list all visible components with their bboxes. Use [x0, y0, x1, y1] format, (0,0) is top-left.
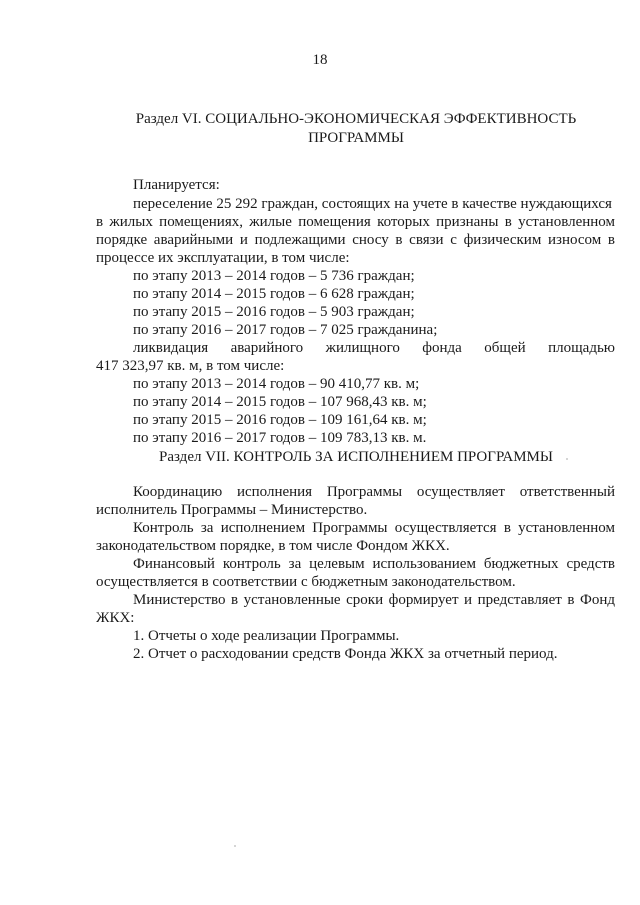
section-7-heading: Раздел VII. КОНТРОЛЬ ЗА ИСПОЛНЕНИЕМ ПРОГРАММЫ — [159, 449, 553, 465]
page-number: 18 — [312, 52, 328, 68]
report-item: 2. Отчет о расходовании средств Фонда ЖКХ за отчетный период. — [133, 646, 558, 662]
liquidation-line-1: ликвидация аварийного жилищного фонда общей площадью — [133, 340, 615, 356]
liquidation-stage: по этапу 2013 – 2014 годов – 90 410,77 кв. м; — [133, 376, 420, 392]
scan-speck — [566, 458, 568, 460]
control-paragraph-3-line-1: Финансовый контроль за целевым использованием бюджетных средств — [133, 556, 615, 572]
relocation-line-2: в жилых помещениях, жилые помещения которых признаны в установленном — [96, 214, 615, 230]
control-paragraph-1-line-1: Координацию исполнения Программы осуществляет ответственный — [133, 484, 615, 500]
relocation-stage: по этапу 2014 – 2015 годов – 6 628 граждан; — [133, 286, 415, 302]
relocation-stage: по этапу 2016 – 2017 годов – 7 025 гражданина; — [133, 322, 438, 338]
liquidation-stage: по этапу 2016 – 2017 годов – 109 783,13 кв. м. — [133, 430, 427, 446]
liquidation-line-2: 417 323,97 кв. м, в том числе: — [96, 358, 285, 374]
scan-speck — [234, 845, 236, 847]
relocation-stage: по этапу 2013 – 2014 годов – 5 736 граждан; — [133, 268, 415, 284]
control-paragraph-4-line-1: Министерство в установленные сроки формирует и представляет в Фонд — [133, 592, 615, 608]
control-paragraph-2-line-1: Контроль за исполнением Программы осуществляется в установленном — [133, 520, 615, 536]
liquidation-stage: по этапу 2015 – 2016 годов – 109 161,64 кв. м; — [133, 412, 427, 428]
relocation-line-1: переселение 25 292 граждан, состоящих на учете в качестве нуждающихся — [133, 196, 612, 212]
control-paragraph-3-line-2: осуществляется в соответствии с бюджетным законодательством. — [96, 574, 516, 590]
section-6-title-line-1: Раздел VI. СОЦИАЛЬНО-ЭКОНОМИЧЕСКАЯ ЭФФЕКТИВНОСТЬ — [135, 111, 577, 127]
relocation-line-3: порядке аварийными и подлежащими сносу в связи с физическим износом в — [96, 232, 615, 248]
relocation-stage: по этапу 2015 – 2016 годов – 5 903 граждан; — [133, 304, 415, 320]
section-6-heading — [96, 110, 616, 148]
section-6-title-line-2: ПРОГРАММЫ — [308, 130, 404, 146]
planned-label: Планируется: — [133, 177, 220, 193]
report-item: 1. Отчеты о ходе реализации Программы. — [133, 628, 400, 644]
control-paragraph-1-line-2: исполнитель Программы – Министерство. — [96, 502, 368, 518]
relocation-line-4: процессе их эксплуатации, в том числе: — [96, 250, 350, 266]
control-paragraph-2-line-2: законодательством порядке, в том числе Фондом ЖКХ. — [96, 538, 450, 554]
control-paragraph-4-line-2: ЖКХ: — [96, 610, 135, 626]
liquidation-stage: по этапу 2014 – 2015 годов – 107 968,43 кв. м; — [133, 394, 427, 410]
